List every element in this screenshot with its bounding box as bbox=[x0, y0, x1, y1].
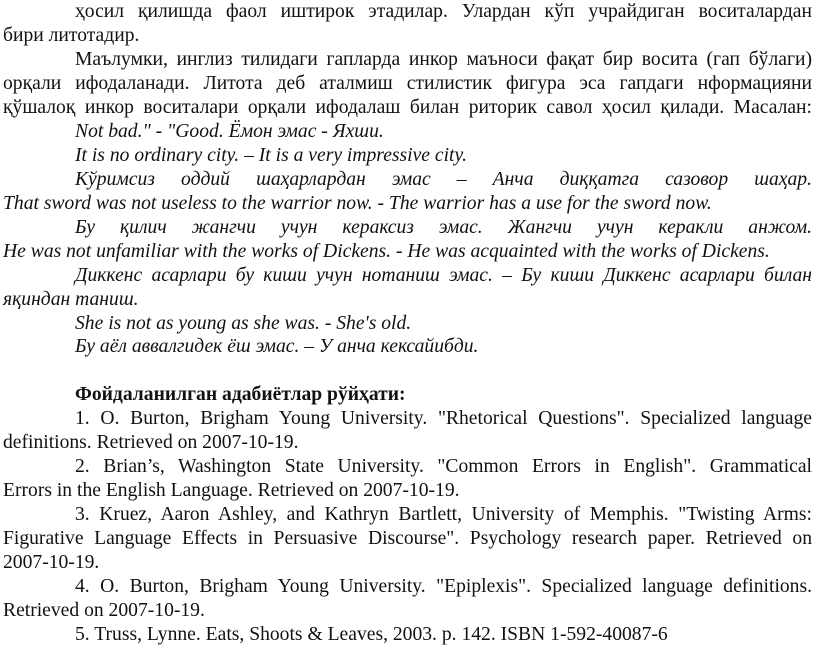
example-line: Диккенс асарлари бу киши учун нотаниш эмас. – Бу киши Диккенс асарлари билан bbox=[75, 265, 812, 286]
example-line: She is not as young as she was. - She's old. bbox=[75, 313, 412, 334]
example-line: яқиндан таниш. bbox=[3, 289, 139, 310]
paragraph-line: Маълумки, инглиз тилидаги гапларда инкор маъноси фақат бир восита (гап бўлаги) bbox=[75, 49, 812, 70]
example-line: Бу аёл аввалгидек ёш эмас. – У анча кексайибди. bbox=[75, 336, 479, 357]
reference-item: Retrieved on 2007-10-19. bbox=[3, 600, 205, 621]
paragraph-line: орқали ифодаланади. Литота деб аталмиш стилистик фигура эса гапдаги нформацияни bbox=[3, 73, 812, 94]
example-line: Кўримсиз оддий шаҳарлардан эмас – Анча диққатга сазовор шаҳар. bbox=[75, 169, 812, 190]
example-line: It is no ordinary city. – It is a very impressive city. bbox=[75, 145, 467, 166]
paragraph-line: бири литотадир. bbox=[3, 25, 140, 46]
reference-item: 4. O. Burton, Brigham Young University. "Epiplexis". Specialized language definitions. bbox=[75, 576, 812, 597]
reference-item: 2. Brian’s, Washington State University. "Common Errors in English". Grammatical bbox=[75, 456, 812, 477]
reference-item: 3. Kruez, Aaron Ashley, and Kathryn Bartlett, University of Memphis. "Twisting Arms: bbox=[75, 504, 812, 525]
example-line: He was not unfamiliar with the works of Dickens. - He was acquainted with the works of Dickens. bbox=[3, 241, 770, 262]
example-line: Not bad." - "Good. Ёмон эмас - Яхши. bbox=[75, 121, 384, 142]
example-line: Бу қилич жангчи учун кераксиз эмас. Жангчи учун керакли анжом. bbox=[75, 217, 812, 238]
reference-item: 5. Truss, Lynne. Eats, Shoots & Leaves, 2003. p. 142. ISBN 1-592-40087-6 bbox=[75, 624, 668, 645]
references-heading: Фойдаланилган адабиётлар рўйҳати: bbox=[75, 384, 406, 405]
reference-item: 1. O. Burton, Brigham Young University. "Rhetorical Questions". Specialized language bbox=[75, 408, 812, 429]
reference-item: definitions. Retrieved on 2007-10-19. bbox=[3, 432, 299, 453]
reference-item: Errors in the English Language. Retrieved on 2007-10-19. bbox=[3, 480, 460, 501]
paragraph-line: ҳосил қилишда фаол иштирок этадилар. Улардан кўп учрайдиган воситалардан bbox=[75, 1, 812, 22]
reference-item: 2007-10-19. bbox=[3, 552, 100, 573]
example-line: That sword was not useless to the warrior now. - The warrior has a use for the sword now. bbox=[3, 193, 712, 214]
reference-item: Figurative Language Effects in Persuasive Discourse". Psychology research paper. Retrieved on bbox=[3, 528, 812, 549]
paragraph-line: қўшалоқ инкор воситалари орқали ифодалаш билан риторик савол ҳосил қилади. Масалан: bbox=[3, 97, 812, 118]
